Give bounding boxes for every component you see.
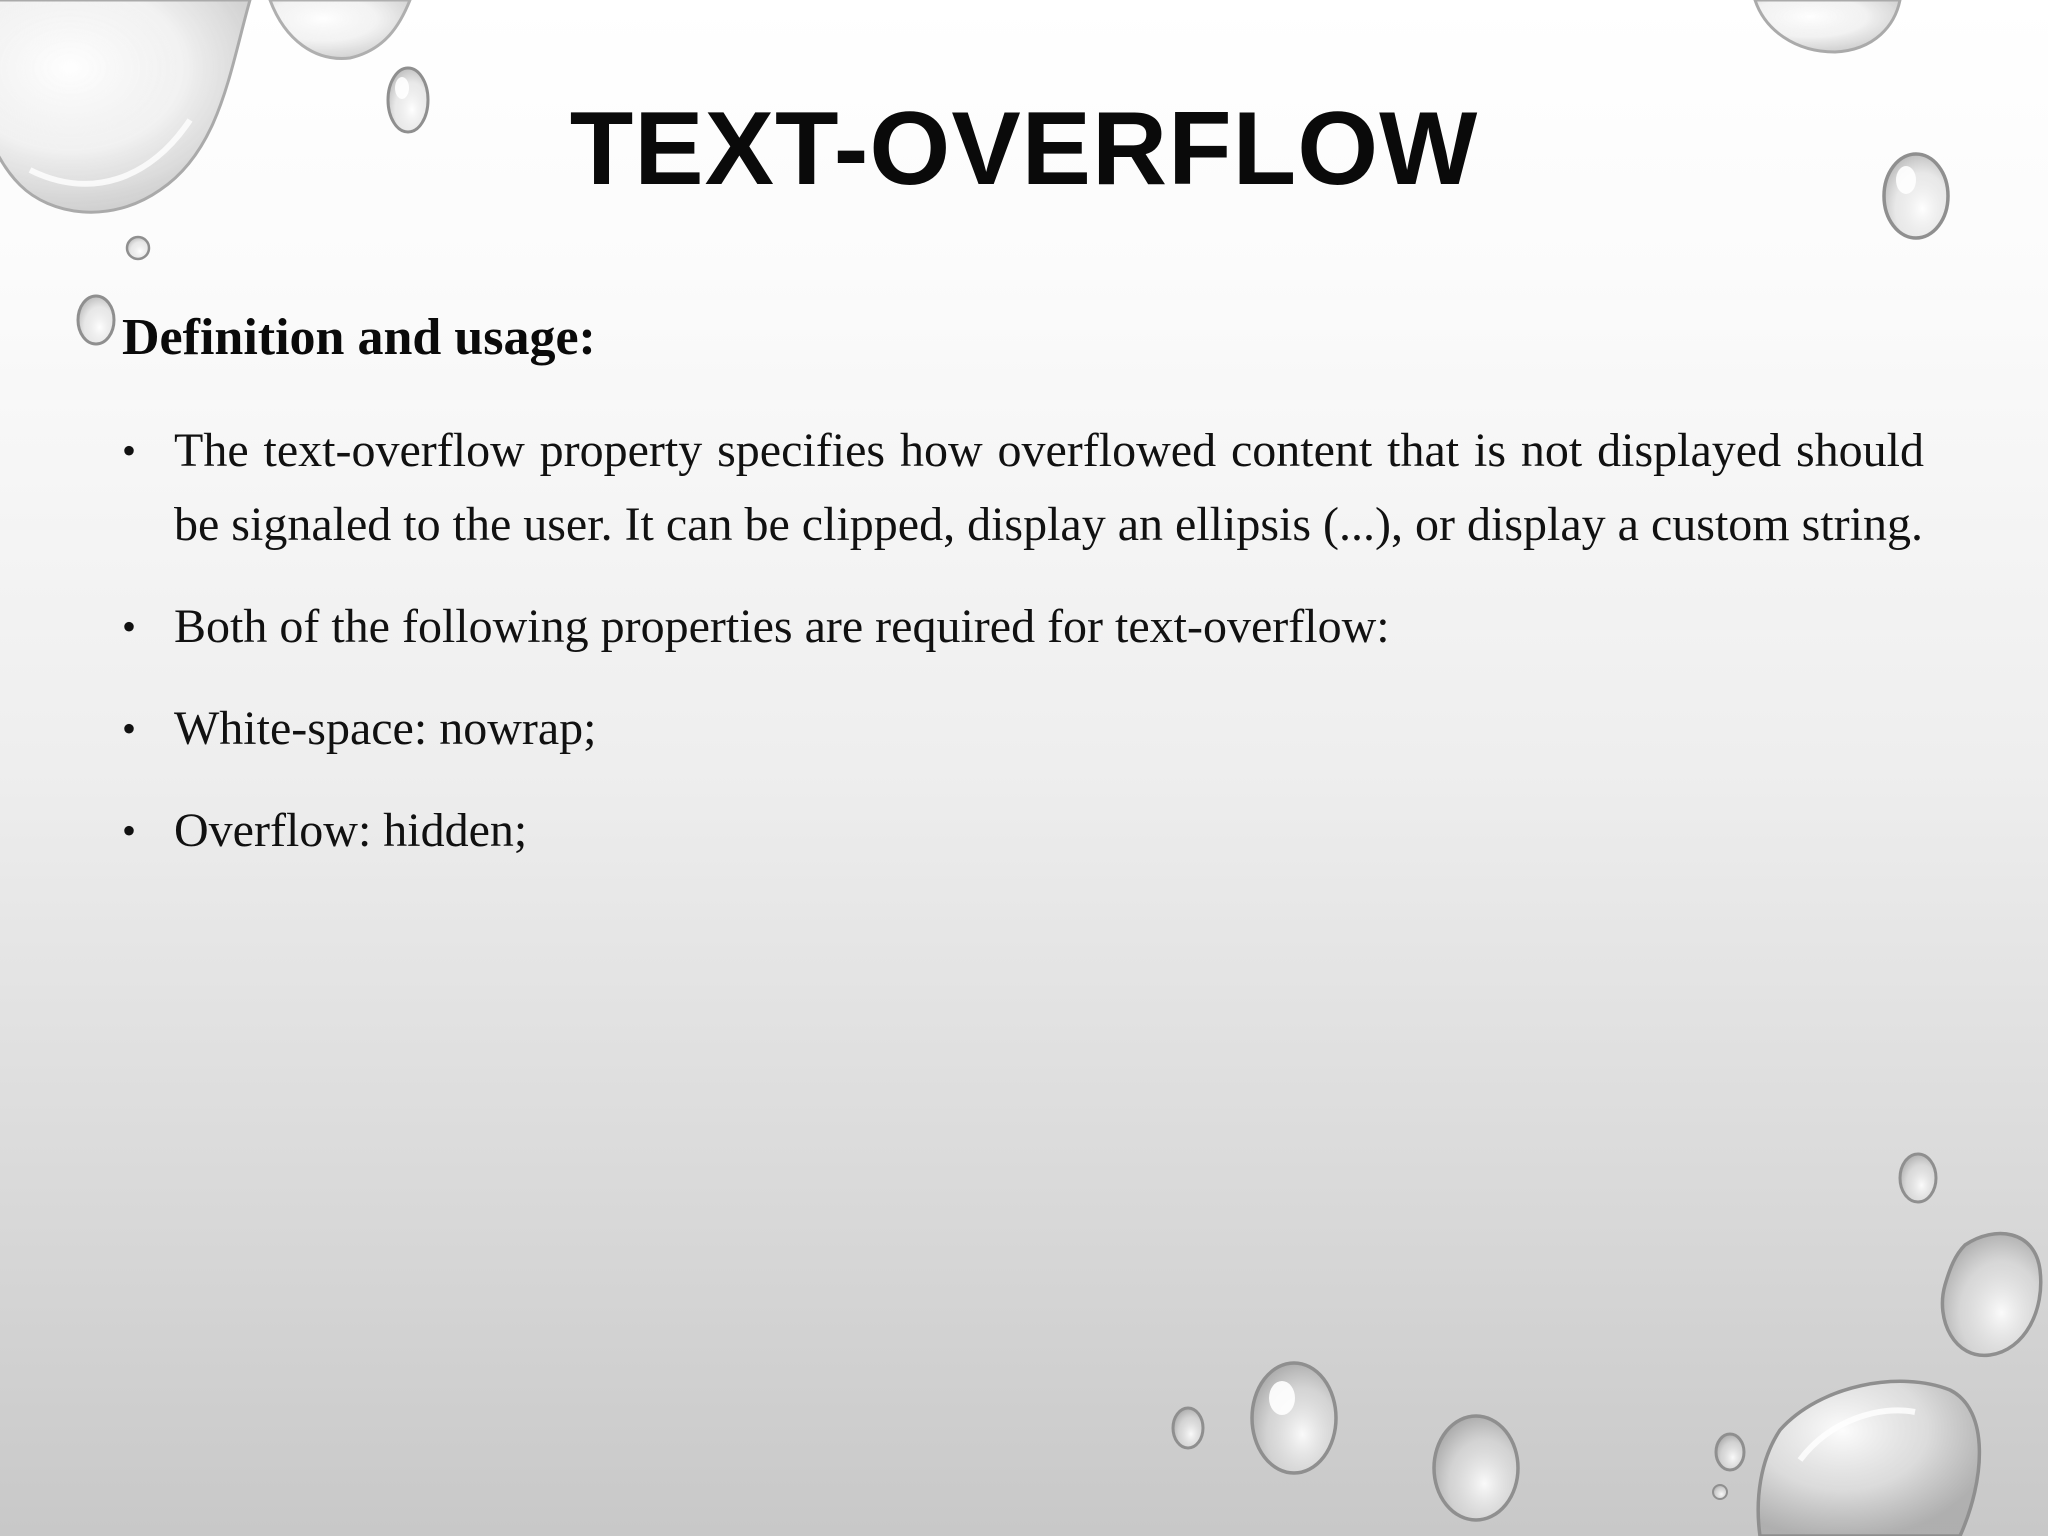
water-drop-icon: [1173, 1408, 1203, 1448]
bullet-text: Overflow: hidden;: [174, 804, 528, 857]
section-heading: Definition and usage:: [122, 309, 596, 366]
water-drop-icon: [1713, 1485, 1727, 1499]
bullet-icon: •: [122, 428, 137, 473]
water-drop-icon: [1900, 1154, 1936, 1202]
bullet-text: White-space: nowrap;: [174, 702, 597, 755]
bullet-list: [122, 414, 1924, 896]
water-drop-icon: [1758, 1381, 1979, 1536]
bullet-icon: •: [122, 604, 137, 649]
list-item: [122, 590, 1924, 664]
bullet-icon: •: [122, 706, 137, 751]
list-item: [122, 692, 1924, 766]
bullet-text: Both of the following properties are required for text-overflow:: [174, 600, 1390, 653]
water-drop-icon: [1434, 1416, 1518, 1520]
water-drop-icon: [1716, 1434, 1744, 1470]
list-item: [122, 414, 1924, 562]
water-drop-icon: [78, 296, 114, 344]
water-drop-icon: [1252, 1363, 1336, 1473]
water-drop-icon: [127, 237, 149, 259]
bullet-icon: •: [122, 808, 137, 853]
water-drop-icon: [270, 0, 410, 58]
list-item: [122, 794, 1924, 868]
bullet-text: The text-overflow property specifies how overflowed content that is not displayed should be signaled to the user. It can be clipped, display an ellipsis (...), or display a custom string.: [174, 424, 1924, 551]
slide-title: TEXT-OVERFLOW: [569, 91, 1479, 207]
water-drop-icon: [1942, 1234, 2040, 1356]
water-drop-icon: [1755, 0, 1900, 52]
